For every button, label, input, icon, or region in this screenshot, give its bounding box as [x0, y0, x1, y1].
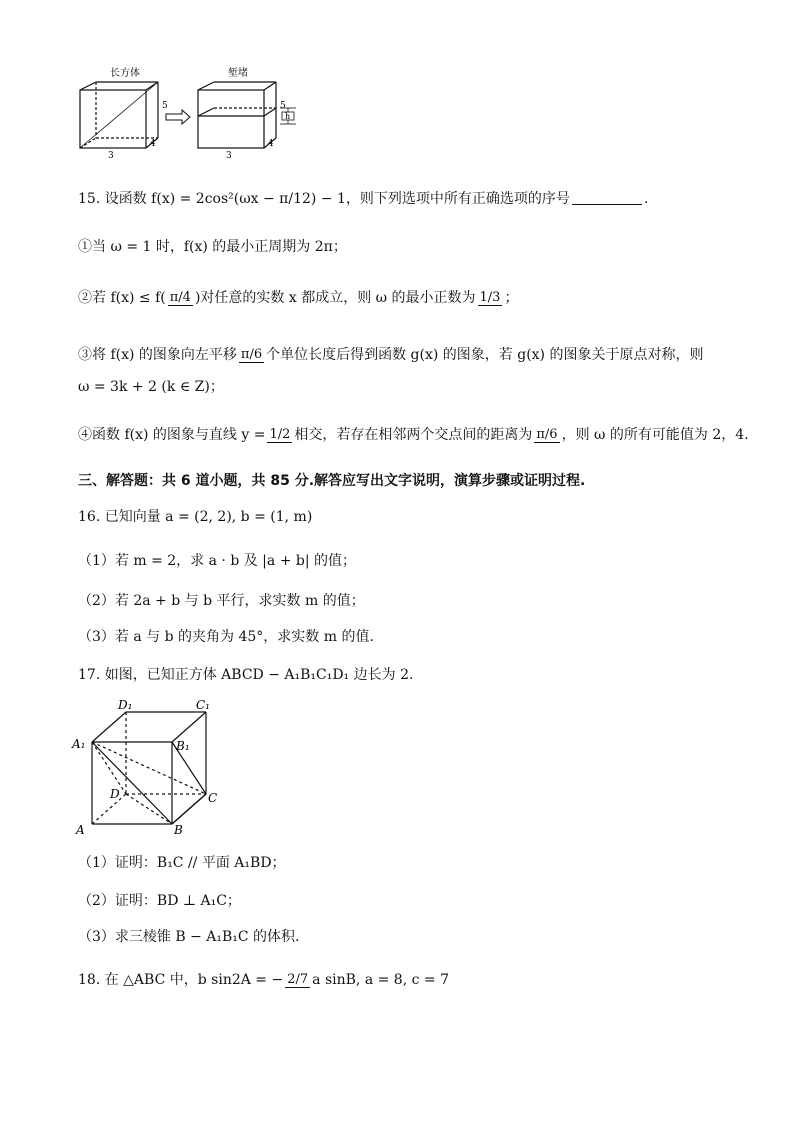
q16-part-1: （1）若 m = 2，求 a · b 及 |a + b| 的值； — [78, 553, 357, 569]
q16-stem: 16. 已知向量 a = (2, 2), b = (1, m) — [78, 509, 313, 525]
q15-opt4-frac2-text: π/6 — [536, 427, 558, 442]
q15-opt3-c: 个单位长度后得到函数 g(x) 的图象，若 g(x) 的图象关于原点对称，则 — [266, 347, 704, 363]
vertex-A: A — [76, 823, 85, 837]
q15-option-4 — [78, 425, 749, 445]
q15-option-1: ①当 ω = 1 时，f(x) 的最小正周期为 2π； — [78, 239, 347, 255]
zhendu-dim-h: 5 — [280, 101, 286, 111]
q15-option-3-line2: ω = 3k + 2 (k ∈ Z)； — [78, 379, 224, 395]
q15-opt2-c: 对任意的实数 x 都成立，则 ω 的最小正数为 — [200, 290, 476, 306]
cube-figure — [70, 698, 230, 838]
vertex-D: D — [110, 787, 120, 801]
zhendu-label: 堑堵 — [228, 68, 248, 79]
q15-option-2: ②若 f(x) ≤ f( π/4 )对任意的实数 x 都成立，则 ω 的最小正数为 1/3 ； — [78, 290, 519, 306]
q15-opt2-frac — [168, 290, 193, 306]
q17-part-1: （1）证明：B₁C // 平面 A₁BD； — [78, 855, 286, 871]
q16-part-2: （2）若 2a + b 与 b 平行，求实数 m 的值； — [78, 593, 365, 609]
section-3-heading: 三、解答题：共 6 道小题，共 85 分.解答应写出文字说明，演算步骤或证明过程. — [78, 473, 586, 489]
q15-tail: ，则下列选项中所有正确选项的序号 — [345, 191, 570, 207]
q15-formula: f(x) = 2cos²(ωx − π/12) − 1 — [151, 191, 346, 207]
q15-head: 15. 设函数 — [78, 191, 147, 207]
q16-part-3: （3）若 a 与 b 的夹角为 45°，求实数 m 的值. — [78, 629, 374, 645]
q17-part-3: （3）求三棱锥 B − A₁B₁C 的体积. — [78, 929, 300, 945]
box-dim-w: 3 — [108, 151, 114, 160]
vertex-B1: B₁ — [176, 739, 190, 753]
q15-opt2-e: ； — [504, 290, 519, 306]
box-dim-h: 5 — [162, 101, 168, 111]
q15-opt4-frac-text: 1/2 — [269, 427, 291, 442]
q15-opt4-e: ，则 ω 的所有可能值为 2，4. — [561, 427, 749, 443]
q15-opt3-frac-text: π/6 — [240, 347, 263, 362]
q15-end: . — [643, 191, 649, 207]
box-label: 长方体 — [110, 68, 140, 79]
q15-opt4-frac — [267, 427, 292, 443]
q15-option-3-line1 — [78, 345, 703, 365]
q18-frac — [285, 972, 310, 988]
zhendu-dim-d: 4 — [268, 139, 274, 149]
q15-opt4-c: 相交，若存在相邻两个交点间的距离为 — [294, 427, 533, 443]
vertex-A1: A₁ — [72, 737, 86, 751]
q15-stem — [78, 189, 648, 209]
q17-part-2: （2）证明：BD ⊥ A₁C； — [78, 893, 241, 909]
q15-opt3-frac — [239, 347, 264, 363]
vertex-D1: D₁ — [118, 698, 133, 712]
q15-opt3-a: ③将 f(x) 的图象向左平移 — [78, 347, 237, 363]
vertex-B: B — [174, 823, 183, 837]
q15-opt4-a: ④函数 f(x) 的图象与直线 y = — [78, 427, 266, 443]
zhendu-dim-w: 3 — [226, 151, 232, 160]
q17-stem: 17. 如图，已知正方体 ABCD − A₁B₁C₁D₁ 边长为 2. — [78, 667, 414, 683]
q15-opt4-frac2 — [534, 427, 559, 443]
q18-tail: a sinB, a = 8, c = 7 — [312, 972, 449, 988]
q15-opt2-a: ②若 f(x) ≤ f — [78, 290, 161, 306]
box-dim-d: 4 — [150, 139, 156, 149]
q15-answer-blank[interactable] — [572, 190, 642, 205]
q15-opt2-frac-text: π/4 — [169, 290, 191, 305]
zhendu-h: h — [285, 112, 291, 121]
cuboid-to-zhendu-figure — [70, 60, 310, 160]
q18-frac-text: 2/7 — [287, 972, 309, 987]
q18-stem — [78, 970, 449, 990]
vertex-C1: C₁ — [196, 698, 210, 712]
q15-opt2-frac2-text: 1/3 — [479, 290, 501, 305]
q15-opt2-frac2 — [478, 290, 503, 306]
vertex-C: C — [208, 791, 218, 805]
q18-head: 18. 在 △ABC 中，b sin2A = − — [78, 972, 284, 988]
